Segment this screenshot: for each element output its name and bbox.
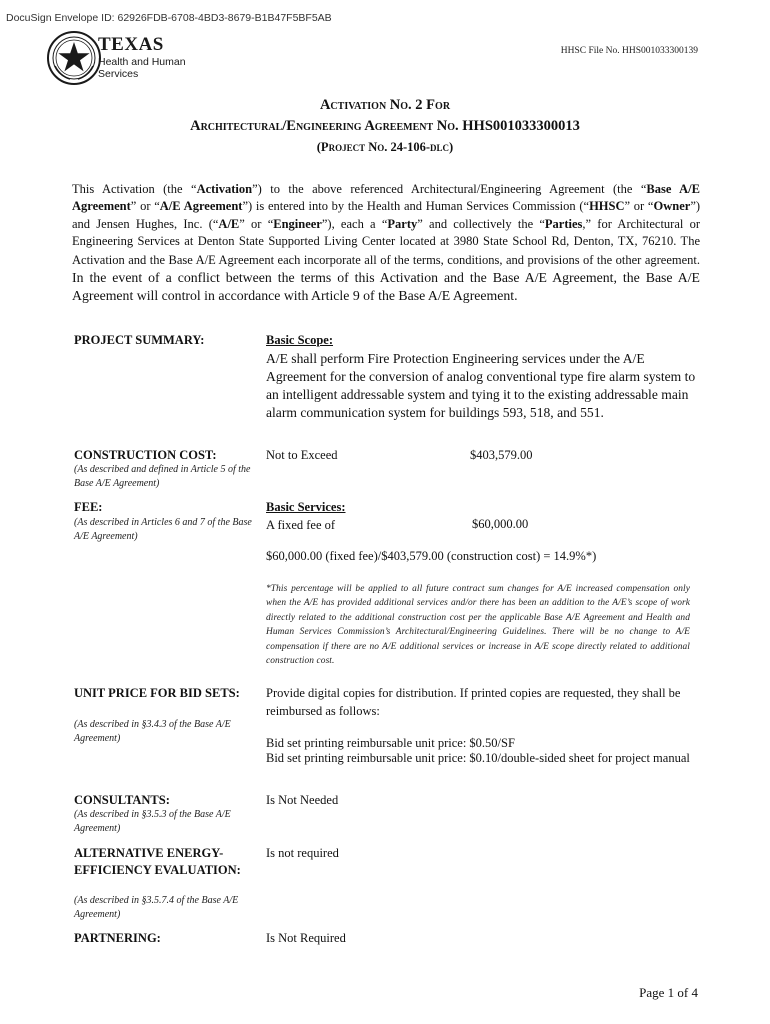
intro-term: Activation bbox=[196, 182, 253, 196]
intro-text: ” and collectively the “ bbox=[417, 216, 545, 231]
consultants-value: Is Not Needed bbox=[266, 793, 339, 807]
fixed-fee-amount: $60,000.00 bbox=[472, 517, 529, 531]
intro-text: ” or “ bbox=[624, 199, 654, 214]
alternative-energy-value: Is not required bbox=[266, 846, 339, 860]
docusign-envelope-id: DocuSign Envelope ID: 62926FDB-6708-4BD3-8679-B1B47F5BF5AB bbox=[6, 12, 332, 24]
title-line-2 bbox=[0, 118, 770, 135]
consultants-label: CONSULTANTS: bbox=[74, 793, 170, 807]
intro-text: ,” for Architectural or Engineering Services at Denton State Supported Living Center located at 3980 State School Rd, Denton, TX, 76210. The Activation and the Base A/E Agreement each incorporate all of the terms, conditions, and provisions of the other agreement. bbox=[72, 216, 700, 267]
unit-price-reference: (As described in §3.4.3 of the Base A/E Agreement) bbox=[74, 719, 231, 744]
intro-text: ” or “ bbox=[239, 216, 274, 231]
intro-text: ” or “ bbox=[130, 199, 160, 214]
construction-cost-reference: (As described and defined in Article 5 of the Base A/E Agreement) bbox=[74, 464, 251, 489]
title-line-1: Activation No. 2 For bbox=[319, 97, 451, 113]
construction-cost-text: Not to Exceed bbox=[266, 448, 338, 462]
intro-text: ”) is entered into by the Health and Human Services Commission (“ bbox=[242, 199, 590, 214]
partnering-label: PARTNERING: bbox=[74, 931, 161, 945]
intro-term: A/E bbox=[218, 216, 240, 231]
intro-term: HHSC bbox=[589, 199, 625, 214]
intro-conflict-clause: In the event of a conflict between the terms of this Activation and the Base A/E Agreement, the Base A/E Agreement will control in accordance with Article 9 of the Base A/E Agreement. bbox=[72, 270, 700, 304]
alternative-energy-reference: (As described in §3.5.7.4 of the Base A/E Agreement) bbox=[74, 895, 239, 920]
intro-term: Party bbox=[387, 216, 418, 231]
title-project-number: (Project No. 24-106-dlc) bbox=[316, 140, 454, 154]
construction-cost-label: CONSTRUCTION COST: bbox=[74, 448, 217, 462]
alternative-energy-label: ALTERNATIVE ENERGY-EFFICIENCY EVALUATION: bbox=[74, 846, 241, 877]
unit-price-text: Provide digital copies for distribution. If printed copies are requested, they shall be reimbursed as follows: bbox=[266, 686, 681, 718]
unit-price-per-sf: Bid set printing reimbursable unit price: $0.50/SF bbox=[266, 736, 515, 750]
logo-line-2: Services bbox=[98, 68, 139, 80]
unit-price-per-sheet: Bid set printing reimbursable unit price: $0.10/double-sided sheet for project manual bbox=[266, 751, 690, 765]
project-summary-value bbox=[266, 332, 700, 423]
unit-price-label: UNIT PRICE FOR BID SETS: bbox=[74, 686, 240, 700]
intro-term: A/E Agreement bbox=[159, 199, 243, 214]
fee-label: FEE: bbox=[74, 500, 103, 514]
basic-scope-text: A/E shall perform Fire Protection Engineering services under the A/E Agreement for the conversion of analog conventional type fire alarm system to an intelligent addressable system and tying it to the existing addressable main alarm communication system for buildings 593, 518, and 551. bbox=[266, 350, 696, 421]
intro-text: ”) and Jensen Hughes, Inc. (“ bbox=[72, 199, 701, 231]
intro-term: Parties bbox=[544, 216, 583, 231]
intro-text: This Activation (the “ bbox=[72, 182, 197, 196]
basic-scope-heading: Basic Scope: bbox=[266, 333, 334, 347]
project-summary-label: PROJECT SUMMARY: bbox=[74, 333, 205, 347]
fee-footnote: *This percentage will be applied to all future contract sum changes for A/E increased compensation only when the A/E has provided additional services and/or there has been an addition to the A/E’s scope of work directly related to the additional construction cost per the applicable Base A/E Agreement and Health and Human Services Commission’s Architectural/Engineering Guidelines. There will be no change to A/E compensation if there are no A/E additional services or increase in A/E scope directly related to additional construction cost. bbox=[266, 584, 690, 667]
texas-state-seal-icon bbox=[46, 30, 102, 86]
intro-paragraph bbox=[72, 181, 700, 306]
consultants-reference: (As described in §3.5.3 of the Base A/E Agreement) bbox=[74, 809, 231, 834]
title-agreement-number: HHS001033300013 bbox=[462, 118, 580, 134]
fee-percentage-calc: $60,000.00 (fixed fee)/$403,579.00 (construction cost) = 14.9%*) bbox=[266, 549, 597, 563]
logo-texas-text: TEXAS bbox=[98, 34, 164, 55]
intro-term: Owner bbox=[653, 199, 691, 214]
partnering-value: Is Not Required bbox=[266, 931, 346, 945]
logo-line-1: Health and Human bbox=[98, 56, 186, 68]
intro-term: Base A/E Agreement bbox=[72, 182, 700, 214]
intro-text: ”), each a “ bbox=[321, 216, 388, 231]
hhsc-logo bbox=[46, 30, 206, 90]
hhsc-file-number: HHSC File No. HHS001033300139 bbox=[560, 46, 698, 56]
intro-term: Engineer bbox=[273, 216, 322, 231]
fixed-fee-text: A fixed fee of bbox=[266, 517, 336, 532]
construction-cost-amount: $403,579.00 bbox=[470, 448, 533, 462]
fee-reference: (As described in Articles 6 and 7 of the Base A/E Agreement) bbox=[74, 517, 252, 542]
basic-services-heading: Basic Services: bbox=[266, 500, 346, 514]
intro-text: ”) to the above referenced Architectural/Engineering Agreement (the “ bbox=[252, 182, 647, 196]
page-number: Page 1 of 4 bbox=[639, 985, 698, 1000]
title-line-2-prefix: Architectural/Engineering Agreement No. bbox=[190, 118, 459, 134]
